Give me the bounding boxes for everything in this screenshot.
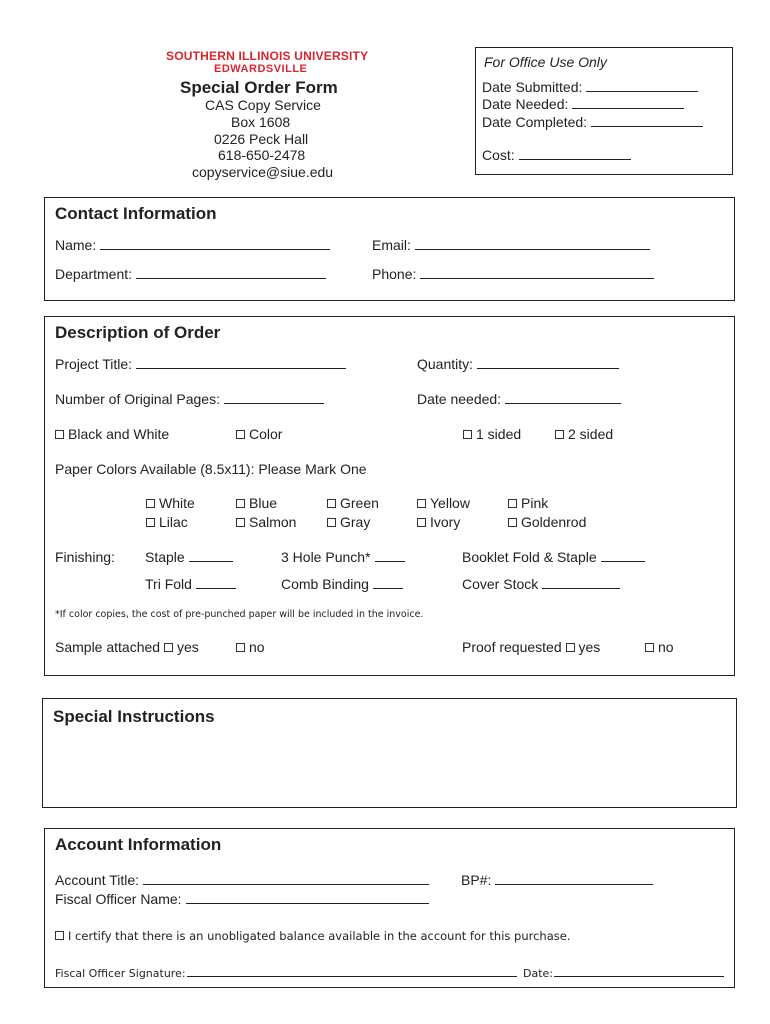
order-section [44, 316, 735, 676]
sample-yes-checkbox[interactable] [164, 643, 173, 652]
account-title-field[interactable] [55, 872, 429, 888]
project-title-field[interactable] [55, 356, 346, 372]
date-needed-field[interactable] [417, 391, 621, 407]
contact-section [44, 197, 735, 301]
pink-label: Pink [521, 495, 549, 511]
paper-color-gray[interactable] [327, 514, 370, 530]
quantity-field[interactable] [417, 356, 619, 372]
original-pages-label: Number of Original Pages: [55, 391, 220, 407]
bw-option[interactable] [55, 426, 169, 442]
sample-no-label: no [249, 639, 265, 655]
ivory-checkbox[interactable] [417, 518, 426, 527]
phone-field[interactable] [372, 266, 654, 282]
salmon-label: Salmon [249, 514, 297, 530]
name-label: Name: [55, 237, 97, 253]
date-completed-field[interactable] [482, 114, 703, 130]
special-instructions-title: Special Instructions [53, 707, 215, 726]
lilac-checkbox[interactable] [146, 518, 155, 527]
proof-yes-label: yes [578, 639, 601, 655]
one-sided-option[interactable] [463, 426, 521, 442]
sample-no-option[interactable] [236, 639, 265, 655]
two-sided-checkbox[interactable] [555, 430, 564, 439]
hole-punch-field[interactable] [281, 549, 405, 565]
proof-requested-row [462, 639, 600, 655]
department-field[interactable] [55, 266, 326, 282]
yellow-checkbox[interactable] [417, 499, 426, 508]
cover-stock-label: Cover Stock [462, 576, 539, 592]
cost-label: Cost: [482, 147, 515, 163]
paper-color-yellow[interactable] [417, 495, 470, 511]
university-campus: EDWARDSVILLE [214, 63, 308, 75]
service-hall: 0226 Peck Hall [214, 131, 309, 147]
two-sided-label: 2 sided [568, 426, 614, 442]
date-needed-label: Date needed: [417, 391, 502, 407]
signature-field[interactable] [55, 966, 517, 980]
booklet-label: Booklet Fold & Staple [462, 549, 597, 565]
paper-color-pink[interactable] [508, 495, 548, 511]
color-checkbox[interactable] [236, 430, 245, 439]
account-section [44, 828, 735, 988]
goldenrod-label: Goldenrod [521, 514, 587, 530]
email-label: Email: [372, 237, 411, 253]
proof-yes-checkbox[interactable] [566, 643, 575, 652]
service-name: CAS Copy Service [205, 97, 321, 113]
account-title-heading: Account Information [55, 835, 222, 854]
staple-field[interactable] [145, 549, 233, 565]
phone-label: Phone: [372, 266, 417, 282]
paper-color-salmon[interactable] [236, 514, 296, 530]
blue-label: Blue [249, 495, 278, 511]
goldenrod-checkbox[interactable] [508, 518, 517, 527]
gray-checkbox[interactable] [327, 518, 336, 527]
email-field[interactable] [372, 237, 650, 253]
university-name: SOUTHERN ILLINOIS UNIVERSITY [166, 49, 369, 63]
proof-no-label: no [658, 639, 674, 655]
booklet-field[interactable] [462, 549, 645, 565]
paper-color-white[interactable] [146, 495, 195, 511]
fiscal-officer-label: Fiscal Officer Name: [55, 891, 182, 907]
order-title: Description of Order [55, 323, 221, 342]
green-checkbox[interactable] [327, 499, 336, 508]
date-submitted-label: Date Submitted: [482, 79, 583, 95]
ivory-label: Ivory [430, 514, 461, 530]
paper-color-goldenrod[interactable] [508, 514, 586, 530]
signature-label: Fiscal Officer Signature: [55, 967, 186, 980]
bw-checkbox[interactable] [55, 430, 64, 439]
color-option[interactable] [236, 426, 282, 442]
service-box: Box 1608 [231, 114, 291, 130]
bw-label: Black and White [68, 426, 170, 442]
yellow-label: Yellow [430, 495, 470, 511]
certify-label: I certify that there is an unobligated balance available in the account for this purchase. [68, 929, 571, 943]
quantity-label: Quantity: [417, 356, 474, 372]
white-label: White [159, 495, 195, 511]
cost-field[interactable] [482, 147, 631, 163]
sample-attached-row [55, 639, 199, 655]
department-label: Department: [55, 266, 133, 282]
office-use-title: For Office Use Only [484, 54, 607, 70]
tri-fold-label: Tri Fold [145, 576, 192, 592]
sample-attached-label: Sample attached [55, 639, 161, 655]
white-checkbox[interactable] [146, 499, 155, 508]
certify-option[interactable] [55, 929, 570, 943]
special-instructions-section[interactable] [42, 698, 737, 808]
proof-no-checkbox[interactable] [645, 643, 654, 652]
paper-color-ivory[interactable] [417, 514, 460, 530]
date-submitted-field[interactable] [482, 79, 698, 95]
name-field[interactable] [55, 237, 330, 253]
form-title: Special Order Form [180, 78, 338, 97]
staple-label: Staple [145, 549, 185, 565]
contact-title: Contact Information [55, 204, 217, 223]
account-title-label: Account Title: [55, 872, 140, 888]
sample-no-checkbox[interactable] [236, 643, 245, 652]
office-use-box [475, 47, 733, 175]
bp-field[interactable] [461, 872, 653, 888]
two-sided-option[interactable] [555, 426, 613, 442]
service-phone: 618-650-2478 [218, 147, 306, 163]
finishing-label: Finishing: [55, 549, 115, 565]
sample-yes-label: yes [176, 639, 199, 655]
certify-checkbox[interactable] [55, 931, 64, 940]
signature-date-field[interactable] [523, 966, 724, 980]
color-label: Color [249, 426, 283, 442]
cover-stock-field[interactable] [462, 576, 620, 592]
color-footnote: *If color copies, the cost of pre-punched paper will be included in the invoice. [55, 609, 424, 620]
comb-binding-label: Comb Binding [281, 576, 369, 592]
green-label: Green [340, 495, 379, 511]
date-needed-office-label: Date Needed: [482, 96, 569, 112]
bp-label: BP#: [461, 872, 492, 888]
paper-colors-label: Paper Colors Available (8.5x11): Please Mark One [55, 461, 367, 477]
one-sided-label: 1 sided [476, 426, 522, 442]
project-title-label: Project Title: [55, 356, 133, 372]
proof-no-option[interactable] [645, 639, 674, 655]
service-email: copyservice@siue.edu [192, 164, 334, 180]
blue-checkbox[interactable] [236, 499, 245, 508]
one-sided-checkbox[interactable] [463, 430, 472, 439]
proof-requested-label: Proof requested [462, 639, 562, 655]
tri-fold-field[interactable] [145, 576, 236, 592]
paper-color-green[interactable] [327, 495, 379, 511]
paper-color-lilac[interactable] [146, 514, 188, 530]
hole-punch-label: 3 Hole Punch* [281, 549, 371, 565]
paper-color-blue[interactable] [236, 495, 277, 511]
comb-binding-field[interactable] [281, 576, 403, 592]
original-pages-field[interactable] [55, 391, 324, 407]
salmon-checkbox[interactable] [236, 518, 245, 527]
gray-label: Gray [340, 514, 371, 530]
signature-date-label: Date: [523, 967, 553, 980]
fiscal-officer-field[interactable] [55, 891, 429, 907]
lilac-label: Lilac [159, 514, 188, 530]
pink-checkbox[interactable] [508, 499, 517, 508]
date-completed-label: Date Completed: [482, 114, 588, 130]
date-needed-office-field[interactable] [482, 96, 684, 112]
